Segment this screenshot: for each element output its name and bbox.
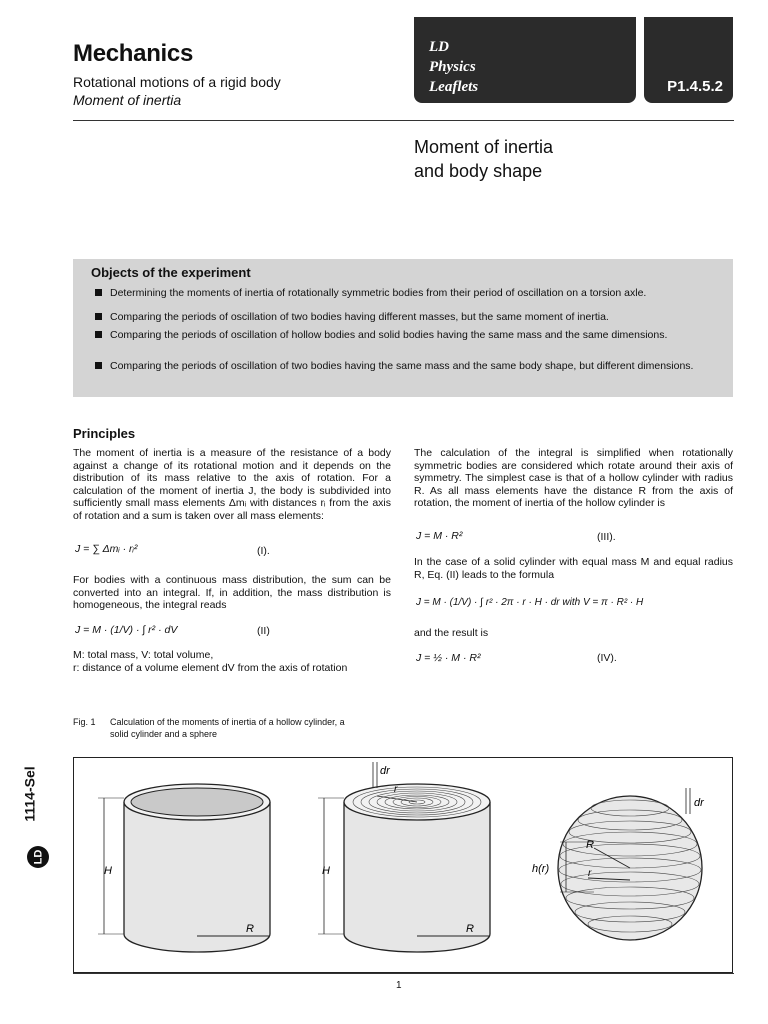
equation-1: J = ∑ Δmᵢ · rᵢ² (75, 543, 138, 555)
objective-item: Comparing the periods of oscillation of two bodies having different masses, but the same moment of inertia. (95, 311, 715, 323)
equation-legend-1: M: total mass, V: total volume, (73, 649, 214, 661)
objectives-heading: Objects of the experiment (91, 265, 251, 280)
series-box (414, 17, 636, 103)
side-catalog-code (22, 762, 52, 832)
equation-2: J = M · (1/V) · ∫ r² · dV (75, 624, 178, 636)
label-R: R (586, 839, 594, 851)
equation-5-label: (IV). (597, 652, 617, 664)
figure-frame (73, 757, 733, 973)
label-H: H (322, 865, 330, 877)
topic-subtitle: Rotational motions of a rigid body (73, 74, 281, 90)
equation-legend-2: r: distance of a volume element dV from the axis of rotation (73, 662, 348, 674)
equation-4: J = M · (1/V) · ∫ r² · 2π · r · H · dr with V = π · R² · H (416, 597, 644, 608)
leaflet-code: P1.4.5.2 (667, 78, 723, 95)
objective-item: Determining the moments of inertia of rotationally symmetric bodies from their period of oscillation on a torsion axle. (95, 287, 715, 299)
label-dr: dr (380, 765, 390, 777)
footer-divider (73, 973, 734, 974)
document-title-line-2: and body shape (414, 161, 543, 181)
solid-cylinder-drawing (318, 762, 490, 952)
principles-right-paragraph-2: In the case of a solid cylinder with equal mass M and equal radius R, Eq. (II) leads to the formula (414, 556, 733, 581)
equation-3-label: (III). (597, 531, 616, 543)
bullet-icon (95, 331, 102, 338)
equation-2-label: (II) (257, 625, 270, 637)
bullet-icon (95, 362, 102, 369)
equation-3: J = M · R² (416, 530, 463, 542)
document-title-line-1: Moment of inertia (414, 137, 554, 157)
principles-left-paragraph-2: For bodies with a continuous mass distribution, the sum can be converted into an integral. If, in addition, the mass distribution is homogeneous, the integral reads (73, 574, 391, 611)
objectives-box (73, 259, 733, 397)
series-line-2: Physics (429, 59, 476, 75)
hollow-cylinder-drawing (98, 784, 270, 952)
series-line-1: LD (429, 39, 449, 55)
page-number: 1 (396, 980, 402, 991)
objective-item: Comparing the periods of oscillation of two bodies having the same mass and the same body shape, but different dimensions. (95, 360, 715, 372)
figure-illustration (74, 758, 734, 974)
figure-number: Fig. 1 (73, 717, 96, 727)
figure-caption (73, 716, 345, 740)
equation-5: J = ½ · M · R² (416, 652, 481, 664)
series-line-3: Leaflets (429, 79, 479, 95)
subject-title: Mechanics (73, 40, 194, 67)
principles-right-paragraph-1: The calculation of the integral is simplified when rotationally symmetric bodies are considered which rotate around their axis of symmetry. The simplest case is that of a hollow cylinder with radius R. As all mass elements have the distance R from the axis of rotation, the moment of inertia of the hollow cylinder is (414, 447, 733, 509)
principles-left-paragraph-1: The moment of inertia is a measure of the resistance of a body against a change of its rotational motion and it depends on the distribution of its mass relative to the axis of rotation. For a calculation of the moment of inertia J, the body is subdivided into sufficiently small mass elements Δmᵢ with distances rᵢ from the axis of rotation and a sum is taken over all mass elements: (73, 447, 391, 522)
bullet-icon (95, 289, 102, 296)
objective-item: Comparing the periods of oscillation of hollow bodies and solid bodies having the same mass and the same dimensions. (95, 329, 715, 341)
label-r: r (394, 784, 398, 795)
figure-caption-line-2: solid cylinder and a sphere (110, 729, 218, 739)
label-R: R (246, 923, 254, 935)
header-divider (73, 120, 734, 121)
principles-right-paragraph-3: and the result is (414, 627, 489, 639)
document-title (414, 135, 553, 183)
label-R: R (466, 923, 474, 935)
equation-1-label: (I). (257, 545, 270, 557)
leaflet-code-box (644, 17, 733, 103)
label-h-of-r: h(r) (532, 863, 550, 875)
ld-logo: LD (27, 846, 49, 868)
sphere-drawing (532, 788, 705, 940)
label-H: H (104, 865, 112, 877)
figure-caption-line-1: Calculation of the moments of inertia of a hollow cylinder, a (110, 717, 345, 727)
bullet-icon (95, 313, 102, 320)
side-catalog-code-text: 1114-Sel (21, 766, 38, 822)
principles-heading: Principles (73, 426, 136, 441)
topic-subtitle-italic: Moment of inertia (73, 92, 182, 108)
label-dr: dr (694, 797, 704, 809)
label-r: r (588, 868, 592, 879)
